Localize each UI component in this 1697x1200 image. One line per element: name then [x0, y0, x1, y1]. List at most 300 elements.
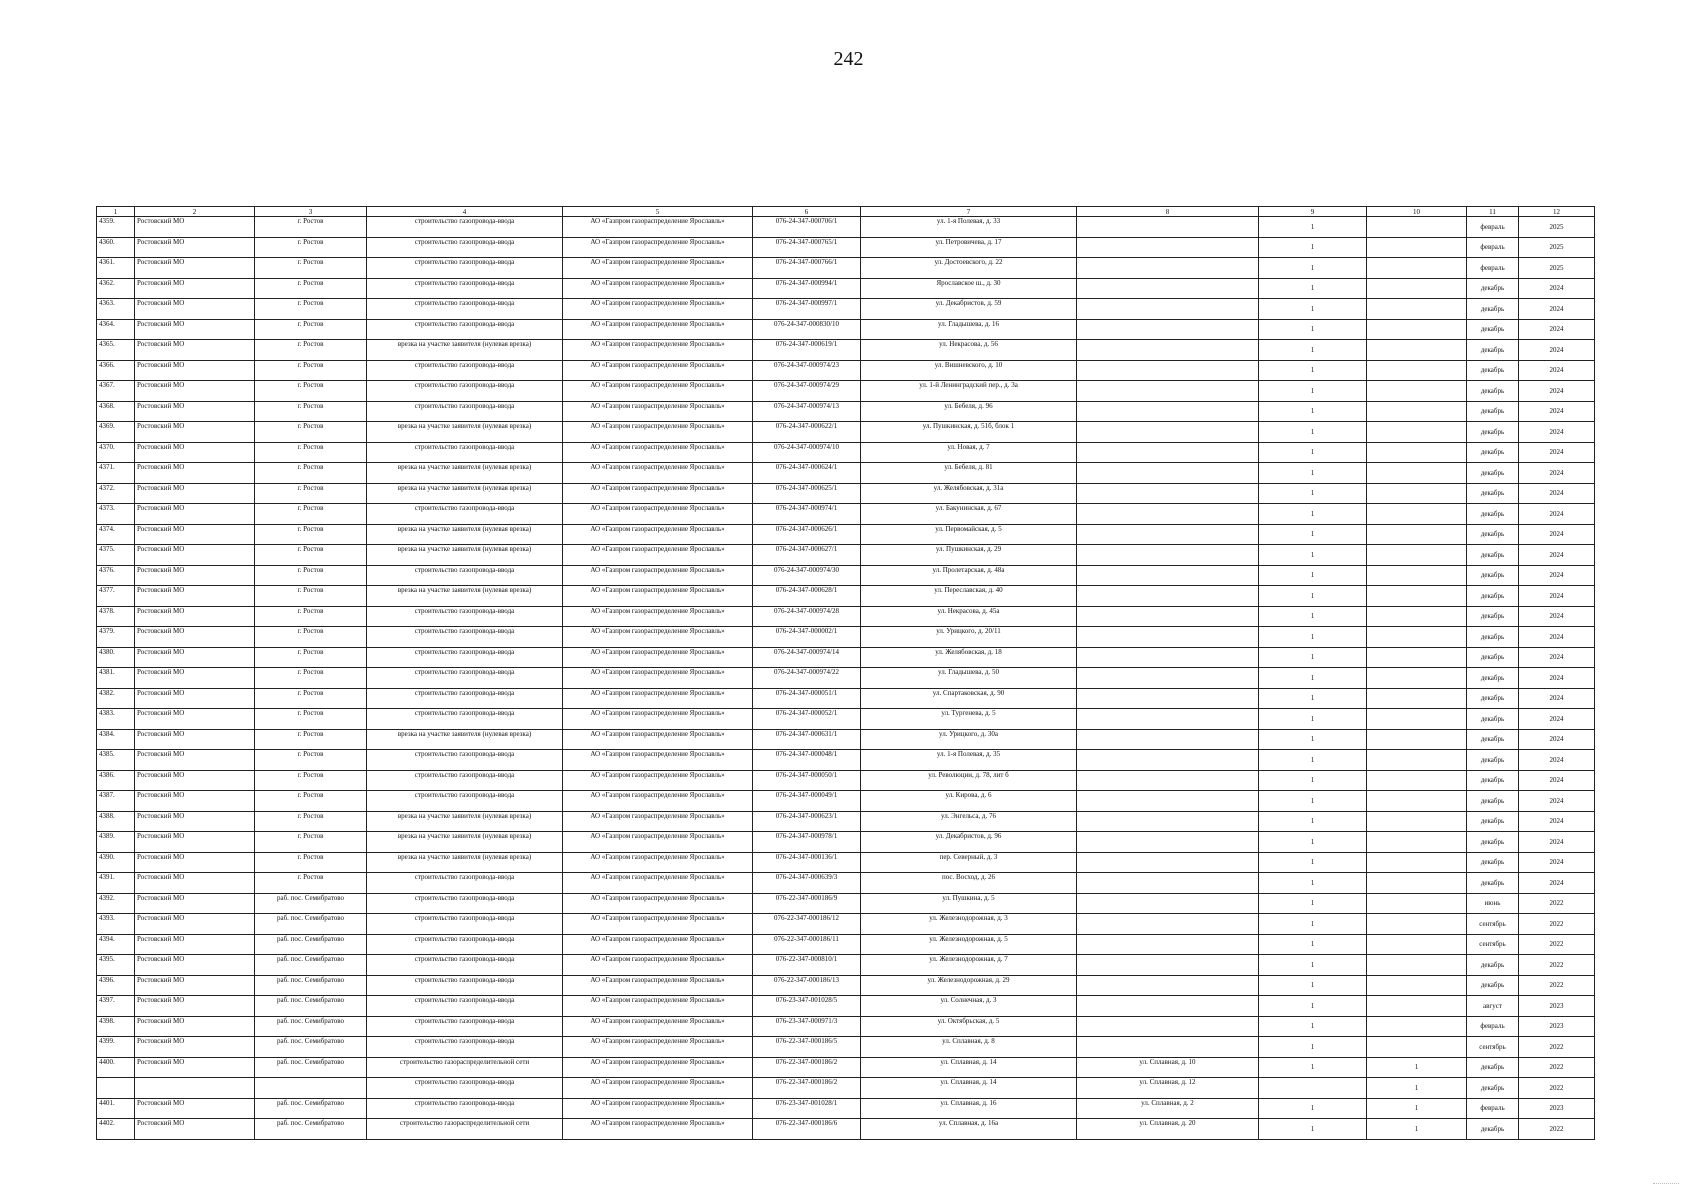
settlement-cell: раб. пос. Семибратово [255, 934, 367, 955]
settlement-cell: г. Ростов [255, 688, 367, 709]
connected-address-cell [1077, 586, 1259, 607]
registry-table [96, 206, 1595, 1140]
settlement-cell: г. Ростов [255, 647, 367, 668]
year-cell: 2024 [1519, 524, 1595, 545]
month-cell: февраль [1467, 1016, 1519, 1037]
scan-mark [1653, 1183, 1679, 1188]
municipality-cell: Ростовский МО [135, 1098, 255, 1119]
settlement-cell: раб. пос. Семибратово [255, 1037, 367, 1058]
month-cell: декабрь [1467, 340, 1519, 361]
connected-address-cell [1077, 955, 1259, 976]
organization-cell: АО «Газпром газораспределение Ярославль» [563, 1037, 753, 1058]
month-cell: декабрь [1467, 278, 1519, 299]
table-row [97, 504, 1595, 525]
month-cell: декабрь [1467, 668, 1519, 689]
month-cell: декабрь [1467, 1119, 1519, 1140]
table-row [97, 975, 1595, 996]
connected-address-cell [1077, 1016, 1259, 1037]
settlement-cell: г. Ростов [255, 565, 367, 586]
count-b-cell [1367, 627, 1467, 648]
application-number-cell: 076-24-347-000974/1 [753, 504, 861, 525]
row-number-cell: 4365. [97, 340, 135, 361]
organization-cell: АО «Газпром газораспределение Ярославль» [563, 422, 753, 443]
row-number-cell: 4378. [97, 606, 135, 627]
municipality-cell: Ростовский МО [135, 914, 255, 935]
application-number-cell: 076-24-347-000706/1 [753, 217, 861, 238]
address-cell: ул. Железнодорожная, д. 29 [861, 975, 1077, 996]
count-a-cell: 1 [1259, 483, 1367, 504]
count-b-cell [1367, 893, 1467, 914]
row-number-cell: 4394. [97, 934, 135, 955]
month-cell: декабрь [1467, 442, 1519, 463]
count-b-cell [1367, 1037, 1467, 1058]
municipality-cell: Ростовский МО [135, 463, 255, 484]
count-b-cell [1367, 688, 1467, 709]
year-cell: 2024 [1519, 627, 1595, 648]
address-cell: ул. Пушкина, д. 5 [861, 893, 1077, 914]
count-a-cell: 1 [1259, 914, 1367, 935]
count-a-cell: 1 [1259, 955, 1367, 976]
municipality-cell: Ростовский МО [135, 524, 255, 545]
work-type-cell: врезка на участке заявителя (нулевая врезка) [367, 586, 563, 607]
table-row [97, 811, 1595, 832]
municipality-cell: Ростовский МО [135, 504, 255, 525]
row-number-cell: 4397. [97, 996, 135, 1017]
count-a-cell: 1 [1259, 647, 1367, 668]
month-cell: декабрь [1467, 319, 1519, 340]
count-b-cell [1367, 258, 1467, 279]
municipality-cell: Ростовский МО [135, 299, 255, 320]
municipality-cell: Ростовский МО [135, 668, 255, 689]
year-cell: 2024 [1519, 565, 1595, 586]
organization-cell: АО «Газпром газораспределение Ярославль» [563, 811, 753, 832]
column-number-7: 7 [861, 207, 1077, 217]
address-cell: ул. Желябовская, д. 18 [861, 647, 1077, 668]
work-type-cell: строительство газопровода-ввода [367, 381, 563, 402]
municipality-cell: Ростовский МО [135, 606, 255, 627]
count-b-cell [1367, 422, 1467, 443]
table-row [97, 319, 1595, 340]
count-b-cell [1367, 217, 1467, 238]
row-number-cell: 4384. [97, 729, 135, 750]
connected-address-cell [1077, 668, 1259, 689]
month-cell: сентябрь [1467, 1037, 1519, 1058]
column-number-3: 3 [255, 207, 367, 217]
connected-address-cell [1077, 873, 1259, 894]
settlement-cell: г. Ростов [255, 791, 367, 812]
organization-cell: АО «Газпром газораспределение Ярославль» [563, 1057, 753, 1078]
address-cell: ул. Бебеля, д. 81 [861, 463, 1077, 484]
row-number-cell: 4373. [97, 504, 135, 525]
municipality-cell [135, 1078, 255, 1099]
table-row [97, 237, 1595, 258]
month-cell: декабрь [1467, 360, 1519, 381]
row-number-cell: 4383. [97, 709, 135, 730]
work-type-cell: строительство газопровода-ввода [367, 1037, 563, 1058]
count-b-cell [1367, 647, 1467, 668]
organization-cell: АО «Газпром газораспределение Ярославль» [563, 934, 753, 955]
application-number-cell: 076-24-347-000974/13 [753, 401, 861, 422]
application-number-cell: 076-24-347-000974/30 [753, 565, 861, 586]
address-cell: ул. Некрасова, д. 56 [861, 340, 1077, 361]
connected-address-cell [1077, 237, 1259, 258]
organization-cell: АО «Газпром газораспределение Ярославль» [563, 852, 753, 873]
organization-cell: АО «Газпром газораспределение Ярославль» [563, 442, 753, 463]
row-number-cell: 4363. [97, 299, 135, 320]
application-number-cell: 076-22-347-000186/13 [753, 975, 861, 996]
organization-cell: АО «Газпром газораспределение Ярославль» [563, 729, 753, 750]
municipality-cell: Ростовский МО [135, 852, 255, 873]
row-number-cell: 4369. [97, 422, 135, 443]
address-cell: ул. Гладышева, д. 50 [861, 668, 1077, 689]
year-cell: 2024 [1519, 299, 1595, 320]
connected-address-cell [1077, 996, 1259, 1017]
organization-cell: АО «Газпром газораспределение Ярославль» [563, 299, 753, 320]
count-b-cell [1367, 278, 1467, 299]
work-type-cell: строительство газопровода-ввода [367, 504, 563, 525]
address-cell: пос. Восход, д. 26 [861, 873, 1077, 894]
table-row [97, 442, 1595, 463]
municipality-cell: Ростовский МО [135, 422, 255, 443]
work-type-cell: строительство газопровода-ввода [367, 278, 563, 299]
month-cell: декабрь [1467, 729, 1519, 750]
municipality-cell: Ростовский МО [135, 442, 255, 463]
year-cell: 2024 [1519, 586, 1595, 607]
table-row [97, 791, 1595, 812]
count-a-cell: 1 [1259, 299, 1367, 320]
organization-cell: АО «Газпром газораспределение Ярославль» [563, 832, 753, 853]
application-number-cell: 076-22-347-000186/12 [753, 914, 861, 935]
settlement-cell: г. Ростов [255, 750, 367, 771]
address-cell: ул. Энгельса, д. 76 [861, 811, 1077, 832]
count-b-cell: 1 [1367, 1098, 1467, 1119]
application-number-cell: 076-24-347-000051/1 [753, 688, 861, 709]
row-number-cell: 4390. [97, 852, 135, 873]
address-cell: ул. Достоевского, д. 22 [861, 258, 1077, 279]
count-a-cell: 1 [1259, 791, 1367, 812]
connected-address-cell [1077, 606, 1259, 627]
count-a-cell: 1 [1259, 401, 1367, 422]
address-cell: ул. Революции, д. 78, лит б [861, 770, 1077, 791]
count-a-cell: 1 [1259, 709, 1367, 730]
table-row [97, 340, 1595, 361]
organization-cell: АО «Газпром газораспределение Ярославль» [563, 258, 753, 279]
count-a-cell: 1 [1259, 442, 1367, 463]
application-number-cell: 076-24-347-000974/22 [753, 668, 861, 689]
application-number-cell: 076-23-347-001028/5 [753, 996, 861, 1017]
table-row [97, 688, 1595, 709]
count-a-cell: 1 [1259, 832, 1367, 853]
count-a-cell: 1 [1259, 360, 1367, 381]
month-cell: декабрь [1467, 811, 1519, 832]
month-cell: февраль [1467, 217, 1519, 238]
settlement-cell: г. Ростов [255, 340, 367, 361]
work-type-cell: строительство газопровода-ввода [367, 237, 563, 258]
organization-cell: АО «Газпром газораспределение Ярославль» [563, 340, 753, 361]
year-cell: 2024 [1519, 504, 1595, 525]
month-cell: декабрь [1467, 647, 1519, 668]
row-number-cell: 4386. [97, 770, 135, 791]
municipality-cell: Ростовский МО [135, 360, 255, 381]
row-number-cell: 4395. [97, 955, 135, 976]
table-row [97, 996, 1595, 1017]
table-row [97, 729, 1595, 750]
count-b-cell [1367, 811, 1467, 832]
table-row [97, 709, 1595, 730]
work-type-cell: строительство газопровода-ввода [367, 975, 563, 996]
connected-address-cell [1077, 463, 1259, 484]
application-number-cell: 076-24-347-000628/1 [753, 586, 861, 607]
table-row [97, 545, 1595, 566]
month-cell: декабрь [1467, 1057, 1519, 1078]
count-a-cell: 1 [1259, 852, 1367, 873]
month-cell: декабрь [1467, 709, 1519, 730]
application-number-cell: 076-22-347-000186/2 [753, 1078, 861, 1099]
connected-address-cell [1077, 565, 1259, 586]
municipality-cell: Ростовский МО [135, 873, 255, 894]
row-number-cell: 4380. [97, 647, 135, 668]
count-b-cell [1367, 996, 1467, 1017]
settlement-cell: г. Ростов [255, 668, 367, 689]
count-b-cell [1367, 791, 1467, 812]
application-number-cell: 076-24-347-000624/1 [753, 463, 861, 484]
month-cell: декабрь [1467, 381, 1519, 402]
page-number: 242 [833, 48, 864, 70]
row-number-cell: 4385. [97, 750, 135, 771]
year-cell: 2024 [1519, 832, 1595, 853]
organization-cell: АО «Газпром газораспределение Ярославль» [563, 360, 753, 381]
work-type-cell: врезка на участке заявителя (нулевая врезка) [367, 524, 563, 545]
count-b-cell [1367, 237, 1467, 258]
work-type-cell: врезка на участке заявителя (нулевая врезка) [367, 811, 563, 832]
year-cell: 2024 [1519, 873, 1595, 894]
connected-address-cell [1077, 545, 1259, 566]
address-cell: ул. Пушкинская, д. 29 [861, 545, 1077, 566]
connected-address-cell: ул. Сплавная, д. 12 [1077, 1078, 1259, 1099]
address-cell: ул. Железнодорожная, д. 7 [861, 955, 1077, 976]
count-a-cell: 1 [1259, 217, 1367, 238]
count-b-cell [1367, 442, 1467, 463]
organization-cell: АО «Газпром газораспределение Ярославль» [563, 770, 753, 791]
organization-cell: АО «Газпром газораспределение Ярославль» [563, 278, 753, 299]
table-row [97, 1016, 1595, 1037]
settlement-cell: г. Ростов [255, 422, 367, 443]
address-cell: ул. Железнодорожная, д. 3 [861, 914, 1077, 935]
work-type-cell: строительство газопровода-ввода [367, 934, 563, 955]
count-b-cell [1367, 729, 1467, 750]
table-row [97, 1037, 1595, 1058]
year-cell: 2024 [1519, 668, 1595, 689]
application-number-cell: 076-24-347-000997/1 [753, 299, 861, 320]
municipality-cell: Ростовский МО [135, 934, 255, 955]
address-cell: ул. Декабристов, д. 59 [861, 299, 1077, 320]
month-cell: декабрь [1467, 545, 1519, 566]
month-cell: декабрь [1467, 1078, 1519, 1099]
connected-address-cell [1077, 504, 1259, 525]
month-cell: декабрь [1467, 422, 1519, 443]
organization-cell: АО «Газпром газораспределение Ярославль» [563, 217, 753, 238]
year-cell: 2025 [1519, 237, 1595, 258]
table-row [97, 483, 1595, 504]
settlement-cell: раб. пос. Семибратово [255, 1016, 367, 1037]
connected-address-cell [1077, 893, 1259, 914]
address-cell: ул. Сплавная, д. 8 [861, 1037, 1077, 1058]
table-row [97, 955, 1595, 976]
organization-cell: АО «Газпром газораспределение Ярославль» [563, 996, 753, 1017]
settlement-cell [255, 1078, 367, 1099]
address-cell: ул. Сплавная, д. 14 [861, 1057, 1077, 1078]
table-row [97, 278, 1595, 299]
registry-table-wrap [96, 206, 1594, 1140]
month-cell: август [1467, 996, 1519, 1017]
count-a-cell: 1 [1259, 688, 1367, 709]
count-a-cell: 1 [1259, 278, 1367, 299]
organization-cell: АО «Газпром газораспределение Ярославль» [563, 1078, 753, 1099]
table-row [97, 586, 1595, 607]
organization-cell: АО «Газпром газораспределение Ярославль» [563, 483, 753, 504]
work-type-cell: строительство газопровода-ввода [367, 299, 563, 320]
application-number-cell: 076-24-347-000622/1 [753, 422, 861, 443]
year-cell: 2024 [1519, 770, 1595, 791]
work-type-cell: строительство газопровода-ввода [367, 955, 563, 976]
connected-address-cell [1077, 791, 1259, 812]
count-a-cell: 1 [1259, 1098, 1367, 1119]
count-a-cell: 1 [1259, 237, 1367, 258]
count-b-cell [1367, 463, 1467, 484]
year-cell: 2024 [1519, 278, 1595, 299]
table-row [97, 647, 1595, 668]
year-cell: 2025 [1519, 217, 1595, 238]
count-a-cell: 1 [1259, 340, 1367, 361]
settlement-cell: раб. пос. Семибратово [255, 893, 367, 914]
organization-cell: АО «Газпром газораспределение Ярославль» [563, 791, 753, 812]
count-b-cell [1367, 381, 1467, 402]
table-row [97, 463, 1595, 484]
municipality-cell: Ростовский МО [135, 975, 255, 996]
address-cell: ул. Некрасова, д. 45а [861, 606, 1077, 627]
work-type-cell: строительство газопровода-ввода [367, 709, 563, 730]
work-type-cell: строительство газопровода-ввода [367, 873, 563, 894]
settlement-cell: г. Ростов [255, 237, 367, 258]
work-type-cell: строительство газопровода-ввода [367, 1078, 563, 1099]
organization-cell: АО «Газпром газораспределение Ярославль» [563, 463, 753, 484]
settlement-cell: г. Ростов [255, 463, 367, 484]
work-type-cell: строительство газораспределительной сети [367, 1057, 563, 1078]
month-cell: декабрь [1467, 463, 1519, 484]
count-a-cell: 1 [1259, 504, 1367, 525]
registry-body [97, 217, 1595, 1140]
count-b-cell [1367, 524, 1467, 545]
work-type-cell: строительство газопровода-ввода [367, 565, 563, 586]
work-type-cell: строительство газопровода-ввода [367, 401, 563, 422]
municipality-cell: Ростовский МО [135, 319, 255, 340]
application-number-cell: 076-24-347-000048/1 [753, 750, 861, 771]
municipality-cell: Ростовский МО [135, 688, 255, 709]
year-cell: 2022 [1519, 893, 1595, 914]
year-cell: 2022 [1519, 1078, 1595, 1099]
row-number-cell: 4359. [97, 217, 135, 238]
municipality-cell: Ростовский МО [135, 586, 255, 607]
count-b-cell [1367, 340, 1467, 361]
month-cell: декабрь [1467, 852, 1519, 873]
address-cell: ул. Пушкинская, д. 51б, блок 1 [861, 422, 1077, 443]
count-b-cell [1367, 955, 1467, 976]
column-number-row [97, 207, 1595, 217]
organization-cell: АО «Газпром газораспределение Ярославль» [563, 401, 753, 422]
table-row [97, 360, 1595, 381]
application-number-cell: 076-22-347-000186/6 [753, 1119, 861, 1140]
year-cell: 2024 [1519, 463, 1595, 484]
connected-address-cell: ул. Сплавная, д. 2 [1077, 1098, 1259, 1119]
work-type-cell: строительство газопровода-ввода [367, 668, 563, 689]
count-b-cell [1367, 360, 1467, 381]
table-row [97, 627, 1595, 648]
work-type-cell: строительство газопровода-ввода [367, 1098, 563, 1119]
row-number-cell: 4366. [97, 360, 135, 381]
count-b-cell [1367, 873, 1467, 894]
organization-cell: АО «Газпром газораспределение Ярославль» [563, 750, 753, 771]
connected-address-cell [1077, 709, 1259, 730]
municipality-cell: Ростовский МО [135, 340, 255, 361]
year-cell: 2024 [1519, 483, 1595, 504]
address-cell: ул. 1-я Полевая, д. 35 [861, 750, 1077, 771]
table-row [97, 1098, 1595, 1119]
connected-address-cell [1077, 217, 1259, 238]
row-number-cell: 4391. [97, 873, 135, 894]
address-cell: ул. Декабристов, д. 96 [861, 832, 1077, 853]
organization-cell: АО «Газпром газораспределение Ярославль» [563, 545, 753, 566]
row-number-cell: 4392. [97, 893, 135, 914]
organization-cell: АО «Газпром газораспределение Ярославль» [563, 319, 753, 340]
month-cell: декабрь [1467, 504, 1519, 525]
address-cell: ул. Тургенева, д. 5 [861, 709, 1077, 730]
row-number-cell: 4381. [97, 668, 135, 689]
work-type-cell: врезка на участке заявителя (нулевая врезка) [367, 463, 563, 484]
year-cell: 2024 [1519, 381, 1595, 402]
count-a-cell: 1 [1259, 873, 1367, 894]
row-number-cell: 4388. [97, 811, 135, 832]
count-b-cell [1367, 709, 1467, 730]
row-number-cell: 4393. [97, 914, 135, 935]
municipality-cell: Ростовский МО [135, 483, 255, 504]
application-number-cell: 076-23-347-001028/1 [753, 1098, 861, 1119]
count-a-cell: 1 [1259, 463, 1367, 484]
work-type-cell: строительство газопровода-ввода [367, 1016, 563, 1037]
count-b-cell [1367, 319, 1467, 340]
row-number-cell: 4376. [97, 565, 135, 586]
organization-cell: АО «Газпром газораспределение Ярославль» [563, 627, 753, 648]
work-type-cell: строительство газопровода-ввода [367, 217, 563, 238]
application-number-cell: 076-24-347-000974/14 [753, 647, 861, 668]
count-a-cell: 1 [1259, 770, 1367, 791]
address-cell: ул. Бакунинская, д. 67 [861, 504, 1077, 525]
row-number-cell: 4371. [97, 463, 135, 484]
municipality-cell: Ростовский МО [135, 811, 255, 832]
connected-address-cell [1077, 422, 1259, 443]
count-b-cell [1367, 770, 1467, 791]
organization-cell: АО «Газпром газораспределение Ярославль» [563, 1119, 753, 1140]
settlement-cell: раб. пос. Семибратово [255, 996, 367, 1017]
month-cell: июнь [1467, 893, 1519, 914]
application-number-cell: 076-22-347-000186/9 [753, 893, 861, 914]
municipality-cell: Ростовский МО [135, 832, 255, 853]
count-a-cell [1259, 1078, 1367, 1099]
table-row [97, 606, 1595, 627]
year-cell: 2023 [1519, 1016, 1595, 1037]
application-number-cell: 076-24-347-000049/1 [753, 791, 861, 812]
municipality-cell: Ростовский МО [135, 381, 255, 402]
connected-address-cell [1077, 934, 1259, 955]
